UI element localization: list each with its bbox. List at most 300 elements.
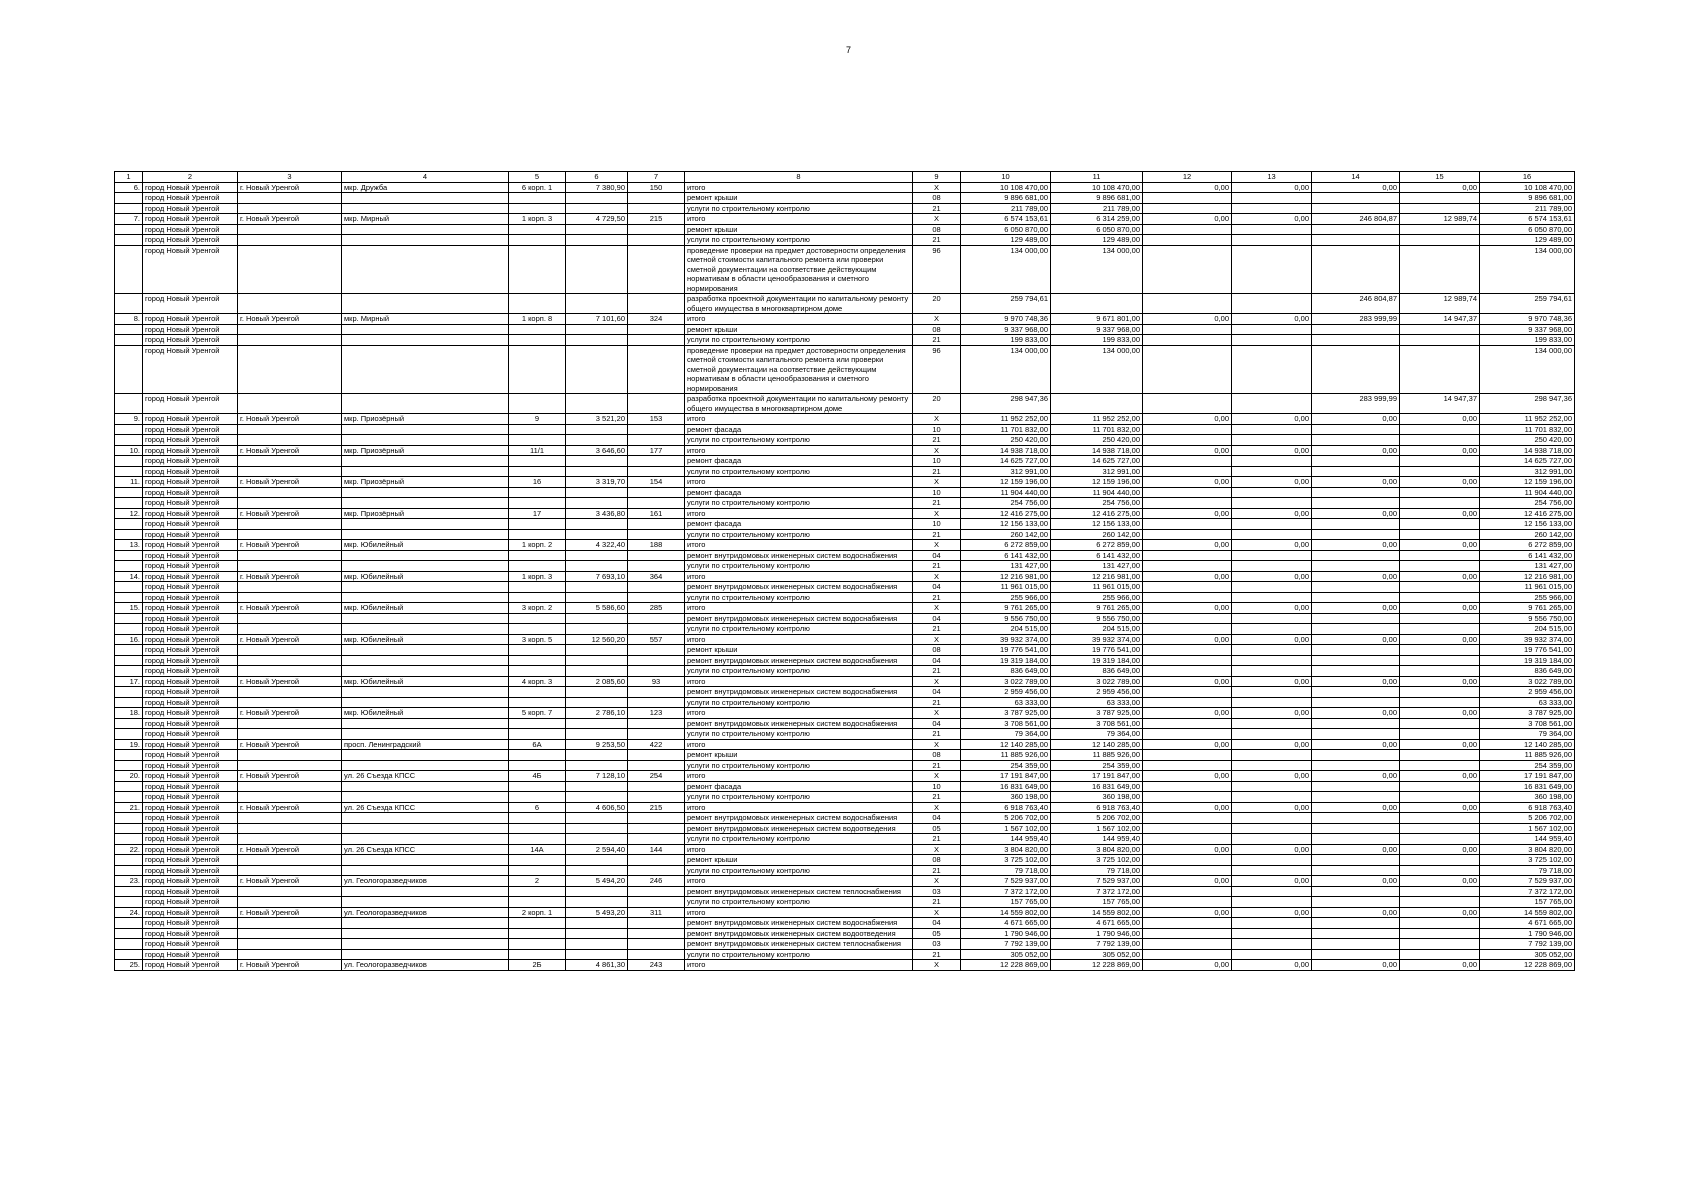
row-number-cell: 10. bbox=[115, 445, 143, 456]
fund-cost-cell: 16 831 649,00 bbox=[1051, 781, 1143, 792]
work-code-cell: 05 bbox=[913, 823, 961, 834]
residents-cell bbox=[628, 324, 685, 335]
other-funds-cell bbox=[1400, 697, 1480, 708]
street-cell bbox=[342, 235, 509, 246]
house-number-cell: 16 bbox=[509, 477, 566, 488]
other-funds-cell: 0,00 bbox=[1400, 771, 1480, 782]
budget-regional-cell bbox=[1143, 865, 1232, 876]
work-type-cell: итого bbox=[685, 876, 913, 887]
budget-local-cell bbox=[1232, 687, 1312, 698]
area-cell: 7 693,10 bbox=[566, 571, 628, 582]
other-funds-cell: 0,00 bbox=[1400, 445, 1480, 456]
municipality-cell: город Новый Уренгой bbox=[143, 571, 238, 582]
work-code-cell: X bbox=[913, 214, 961, 225]
settlement-cell bbox=[238, 918, 342, 929]
municipality-cell: город Новый Уренгой bbox=[143, 655, 238, 666]
fund-cost-cell: 79 718,00 bbox=[1051, 865, 1143, 876]
table-row bbox=[115, 203, 1575, 214]
budget-local-cell: 0,00 bbox=[1232, 634, 1312, 645]
owner-funds-cell: 246 804,87 bbox=[1312, 214, 1400, 225]
settlement-cell bbox=[238, 645, 342, 656]
fund-cost-cell: 12 216 981,00 bbox=[1051, 571, 1143, 582]
budget-regional-cell bbox=[1143, 687, 1232, 698]
street-cell: ул. Геологоразведчиков bbox=[342, 876, 509, 887]
settlement-cell bbox=[238, 729, 342, 740]
work-code-cell: 04 bbox=[913, 918, 961, 929]
municipality-cell: город Новый Уренгой bbox=[143, 613, 238, 624]
house-number-cell bbox=[509, 561, 566, 572]
work-type-cell: ремонт фасада bbox=[685, 456, 913, 467]
work-type-cell: услуги по строительному контролю bbox=[685, 949, 913, 960]
residents-cell bbox=[628, 550, 685, 561]
area-cell: 9 253,50 bbox=[566, 739, 628, 750]
work-type-cell: итого bbox=[685, 802, 913, 813]
column-number-13: 13 bbox=[1232, 172, 1312, 183]
budget-local-cell bbox=[1232, 561, 1312, 572]
residents-cell bbox=[628, 834, 685, 845]
row-number-cell bbox=[115, 487, 143, 498]
total-cost-cell: 39 932 374,00 bbox=[961, 634, 1051, 645]
municipality-cell: город Новый Уренгой bbox=[143, 907, 238, 918]
owner-funds-cell bbox=[1312, 939, 1400, 950]
work-type-cell: услуги по строительному контролю bbox=[685, 435, 913, 446]
table-row bbox=[115, 335, 1575, 346]
municipality-cell: город Новый Уренгой bbox=[143, 708, 238, 719]
municipality-cell: город Новый Уренгой bbox=[143, 345, 238, 394]
owner-funds-cell bbox=[1312, 834, 1400, 845]
municipality-cell: город Новый Уренгой bbox=[143, 739, 238, 750]
settlement-cell: г. Новый Уренгой bbox=[238, 508, 342, 519]
row-number-cell bbox=[115, 561, 143, 572]
area-cell bbox=[566, 203, 628, 214]
budget-regional-cell bbox=[1143, 666, 1232, 677]
municipality-cell: город Новый Уренгой bbox=[143, 529, 238, 540]
row-number-cell: 21. bbox=[115, 802, 143, 813]
municipality-cell: город Новый Уренгой bbox=[143, 918, 238, 929]
work-type-cell: услуги по строительному контролю bbox=[685, 335, 913, 346]
grand-total-cell: 1 790 946,00 bbox=[1480, 928, 1575, 939]
work-type-cell: ремонт внутридомовых инженерных систем водоснабжения bbox=[685, 918, 913, 929]
house-number-cell bbox=[509, 834, 566, 845]
budget-local-cell bbox=[1232, 813, 1312, 824]
column-number-16: 16 bbox=[1480, 172, 1575, 183]
row-number-cell bbox=[115, 865, 143, 876]
area-cell: 4 861,30 bbox=[566, 960, 628, 971]
budget-regional-cell: 0,00 bbox=[1143, 802, 1232, 813]
budget-regional-cell bbox=[1143, 235, 1232, 246]
owner-funds-cell: 0,00 bbox=[1312, 960, 1400, 971]
grand-total-cell: 5 206 702,00 bbox=[1480, 813, 1575, 824]
table-row bbox=[115, 466, 1575, 477]
fund-cost-cell: 6 314 259,00 bbox=[1051, 214, 1143, 225]
work-type-cell: услуги по строительному контролю bbox=[685, 235, 913, 246]
residents-cell: 177 bbox=[628, 445, 685, 456]
settlement-cell bbox=[238, 897, 342, 908]
budget-regional-cell: 0,00 bbox=[1143, 477, 1232, 488]
table-row bbox=[115, 897, 1575, 908]
budget-regional-cell bbox=[1143, 435, 1232, 446]
work-code-cell: 21 bbox=[913, 203, 961, 214]
budget-local-cell: 0,00 bbox=[1232, 603, 1312, 614]
column-number-15: 15 bbox=[1400, 172, 1480, 183]
total-cost-cell: 4 671 665,00 bbox=[961, 918, 1051, 929]
street-cell bbox=[342, 324, 509, 335]
work-type-cell: ремонт фасада bbox=[685, 424, 913, 435]
total-cost-cell: 11 701 832,00 bbox=[961, 424, 1051, 435]
table-row bbox=[115, 214, 1575, 225]
work-code-cell: X bbox=[913, 414, 961, 425]
work-code-cell: X bbox=[913, 907, 961, 918]
residents-cell bbox=[628, 498, 685, 509]
grand-total-cell: 6 574 153,61 bbox=[1480, 214, 1575, 225]
house-number-cell bbox=[509, 750, 566, 761]
total-cost-cell: 144 959,40 bbox=[961, 834, 1051, 845]
work-code-cell: 04 bbox=[913, 550, 961, 561]
total-cost-cell: 255 966,00 bbox=[961, 592, 1051, 603]
owner-funds-cell: 0,00 bbox=[1312, 907, 1400, 918]
municipality-cell: город Новый Уренгой bbox=[143, 456, 238, 467]
street-cell bbox=[342, 918, 509, 929]
work-code-cell: 10 bbox=[913, 456, 961, 467]
work-code-cell: 10 bbox=[913, 487, 961, 498]
row-number-cell bbox=[115, 697, 143, 708]
grand-total-cell: 254 359,00 bbox=[1480, 760, 1575, 771]
budget-regional-cell bbox=[1143, 760, 1232, 771]
other-funds-cell: 0,00 bbox=[1400, 508, 1480, 519]
fund-cost-cell: 3 022 789,00 bbox=[1051, 676, 1143, 687]
other-funds-cell bbox=[1400, 939, 1480, 950]
other-funds-cell bbox=[1400, 324, 1480, 335]
budget-regional-cell: 0,00 bbox=[1143, 571, 1232, 582]
row-number-cell bbox=[115, 498, 143, 509]
area-cell: 3 436,80 bbox=[566, 508, 628, 519]
other-funds-cell bbox=[1400, 592, 1480, 603]
fund-cost-cell: 7 372 172,00 bbox=[1051, 886, 1143, 897]
owner-funds-cell bbox=[1312, 687, 1400, 698]
municipality-cell: город Новый Уренгой bbox=[143, 792, 238, 803]
fund-cost-cell: 134 000,00 bbox=[1051, 345, 1143, 394]
fund-cost-cell: 17 191 847,00 bbox=[1051, 771, 1143, 782]
budget-local-cell bbox=[1232, 697, 1312, 708]
row-number-cell bbox=[115, 424, 143, 435]
area-cell bbox=[566, 394, 628, 414]
owner-funds-cell bbox=[1312, 750, 1400, 761]
budget-local-cell bbox=[1232, 666, 1312, 677]
residents-cell bbox=[628, 823, 685, 834]
owner-funds-cell bbox=[1312, 424, 1400, 435]
area-cell bbox=[566, 435, 628, 446]
work-code-cell: 21 bbox=[913, 897, 961, 908]
work-code-cell: 21 bbox=[913, 729, 961, 740]
work-code-cell: X bbox=[913, 771, 961, 782]
total-cost-cell: 14 625 727,00 bbox=[961, 456, 1051, 467]
budget-local-cell: 0,00 bbox=[1232, 571, 1312, 582]
other-funds-cell: 0,00 bbox=[1400, 540, 1480, 551]
owner-funds-cell bbox=[1312, 345, 1400, 394]
grand-total-cell: 134 000,00 bbox=[1480, 245, 1575, 294]
work-type-cell: услуги по строительному контролю bbox=[685, 592, 913, 603]
table-row bbox=[115, 676, 1575, 687]
table-row bbox=[115, 729, 1575, 740]
budget-local-cell bbox=[1232, 655, 1312, 666]
residents-cell bbox=[628, 792, 685, 803]
owner-funds-cell bbox=[1312, 224, 1400, 235]
settlement-cell: г. Новый Уренгой bbox=[238, 571, 342, 582]
owner-funds-cell: 0,00 bbox=[1312, 876, 1400, 887]
area-cell bbox=[566, 624, 628, 635]
total-cost-cell: 129 489,00 bbox=[961, 235, 1051, 246]
total-cost-cell: 312 991,00 bbox=[961, 466, 1051, 477]
work-type-cell: ремонт крыши bbox=[685, 855, 913, 866]
house-number-cell bbox=[509, 456, 566, 467]
house-number-cell bbox=[509, 760, 566, 771]
grand-total-cell: 79 718,00 bbox=[1480, 865, 1575, 876]
table-row bbox=[115, 571, 1575, 582]
fund-cost-cell: 2 959 456,00 bbox=[1051, 687, 1143, 698]
grand-total-cell: 11 961 015,00 bbox=[1480, 582, 1575, 593]
municipality-cell: город Новый Уренгой bbox=[143, 886, 238, 897]
fund-cost-cell: 254 359,00 bbox=[1051, 760, 1143, 771]
area-cell: 2 085,60 bbox=[566, 676, 628, 687]
residents-cell bbox=[628, 424, 685, 435]
residents-cell: 285 bbox=[628, 603, 685, 614]
house-number-cell bbox=[509, 813, 566, 824]
area-cell: 3 319,70 bbox=[566, 477, 628, 488]
settlement-cell bbox=[238, 781, 342, 792]
other-funds-cell bbox=[1400, 886, 1480, 897]
grand-total-cell: 2 959 456,00 bbox=[1480, 687, 1575, 698]
grand-total-cell: 14 625 727,00 bbox=[1480, 456, 1575, 467]
fund-cost-cell: 12 416 275,00 bbox=[1051, 508, 1143, 519]
street-cell bbox=[342, 813, 509, 824]
budget-local-cell bbox=[1232, 750, 1312, 761]
total-cost-cell: 157 765,00 bbox=[961, 897, 1051, 908]
street-cell bbox=[342, 550, 509, 561]
budget-regional-cell bbox=[1143, 529, 1232, 540]
table-row bbox=[115, 435, 1575, 446]
area-cell bbox=[566, 949, 628, 960]
row-number-cell: 11. bbox=[115, 477, 143, 488]
total-cost-cell: 19 776 541,00 bbox=[961, 645, 1051, 656]
settlement-cell: г. Новый Уренгой bbox=[238, 802, 342, 813]
work-type-cell: ремонт внутридомовых инженерных систем теплоснабжения bbox=[685, 939, 913, 950]
work-code-cell: X bbox=[913, 603, 961, 614]
total-cost-cell: 6 141 432,00 bbox=[961, 550, 1051, 561]
area-cell: 7 101,60 bbox=[566, 314, 628, 325]
work-code-cell: 08 bbox=[913, 645, 961, 656]
house-number-cell bbox=[509, 855, 566, 866]
page-number: 7 bbox=[845, 45, 851, 55]
work-code-cell: 21 bbox=[913, 666, 961, 677]
row-number-cell: 24. bbox=[115, 907, 143, 918]
work-type-cell: ремонт внутридомовых инженерных систем водоотведения bbox=[685, 928, 913, 939]
house-number-cell: 9 bbox=[509, 414, 566, 425]
other-funds-cell: 0,00 bbox=[1400, 634, 1480, 645]
municipality-cell: город Новый Уренгой bbox=[143, 771, 238, 782]
settlement-cell: г. Новый Уренгой bbox=[238, 414, 342, 425]
budget-local-cell: 0,00 bbox=[1232, 477, 1312, 488]
owner-funds-cell: 0,00 bbox=[1312, 182, 1400, 193]
column-number-3: 3 bbox=[238, 172, 342, 183]
work-type-cell: проведение проверки на предмет достоверности определения сметной стоимости капитального ремонта или проверки сметной документации на соответствие действующим нормативам в области ценообразования и сметного нормирования bbox=[685, 245, 913, 294]
budget-regional-cell bbox=[1143, 519, 1232, 530]
fund-cost-cell: 6 918 763,40 bbox=[1051, 802, 1143, 813]
row-number-cell bbox=[115, 224, 143, 235]
street-cell: мкр. Юбилейный bbox=[342, 603, 509, 614]
other-funds-cell bbox=[1400, 424, 1480, 435]
settlement-cell bbox=[238, 592, 342, 603]
budget-local-cell bbox=[1232, 498, 1312, 509]
house-number-cell: 2Б bbox=[509, 960, 566, 971]
row-number-cell bbox=[115, 613, 143, 624]
row-number-cell bbox=[115, 193, 143, 204]
total-cost-cell: 9 556 750,00 bbox=[961, 613, 1051, 624]
row-number-cell: 8. bbox=[115, 314, 143, 325]
budget-regional-cell: 0,00 bbox=[1143, 445, 1232, 456]
residents-cell: 215 bbox=[628, 214, 685, 225]
work-code-cell: 21 bbox=[913, 697, 961, 708]
residents-cell bbox=[628, 855, 685, 866]
work-code-cell: 21 bbox=[913, 592, 961, 603]
work-type-cell: услуги по строительному контролю bbox=[685, 529, 913, 540]
table-body bbox=[115, 172, 1575, 971]
area-cell: 12 560,20 bbox=[566, 634, 628, 645]
grand-total-cell: 305 052,00 bbox=[1480, 949, 1575, 960]
settlement-cell bbox=[238, 687, 342, 698]
budget-local-cell bbox=[1232, 918, 1312, 929]
budget-local-cell bbox=[1232, 335, 1312, 346]
row-number-cell: 23. bbox=[115, 876, 143, 887]
budget-regional-cell bbox=[1143, 561, 1232, 572]
municipality-cell: город Новый Уренгой bbox=[143, 823, 238, 834]
total-cost-cell: 360 198,00 bbox=[961, 792, 1051, 803]
budget-local-cell: 0,00 bbox=[1232, 960, 1312, 971]
owner-funds-cell: 0,00 bbox=[1312, 708, 1400, 719]
grand-total-cell: 9 970 748,36 bbox=[1480, 314, 1575, 325]
work-code-cell: 96 bbox=[913, 245, 961, 294]
street-cell bbox=[342, 834, 509, 845]
municipality-cell: город Новый Уренгой bbox=[143, 802, 238, 813]
fund-cost-cell: 9 671 801,00 bbox=[1051, 314, 1143, 325]
street-cell: ул. 26 Съезда КПСС bbox=[342, 844, 509, 855]
table-row bbox=[115, 182, 1575, 193]
fund-cost-cell: 5 206 702,00 bbox=[1051, 813, 1143, 824]
settlement-cell bbox=[238, 466, 342, 477]
street-cell bbox=[342, 865, 509, 876]
work-type-cell: итого bbox=[685, 182, 913, 193]
area-cell bbox=[566, 498, 628, 509]
budget-local-cell bbox=[1232, 624, 1312, 635]
other-funds-cell bbox=[1400, 235, 1480, 246]
table-row bbox=[115, 314, 1575, 325]
table-row bbox=[115, 781, 1575, 792]
other-funds-cell bbox=[1400, 245, 1480, 294]
budget-regional-cell bbox=[1143, 245, 1232, 294]
owner-funds-cell bbox=[1312, 529, 1400, 540]
residents-cell bbox=[628, 335, 685, 346]
budget-local-cell: 0,00 bbox=[1232, 844, 1312, 855]
fund-cost-cell: 19 776 541,00 bbox=[1051, 645, 1143, 656]
street-cell bbox=[342, 750, 509, 761]
owner-funds-cell bbox=[1312, 760, 1400, 771]
table-row bbox=[115, 550, 1575, 561]
grand-total-cell: 11 904 440,00 bbox=[1480, 487, 1575, 498]
budget-regional-cell bbox=[1143, 823, 1232, 834]
area-cell bbox=[566, 823, 628, 834]
house-number-cell bbox=[509, 655, 566, 666]
house-number-cell: 1 корп. 8 bbox=[509, 314, 566, 325]
budget-local-cell bbox=[1232, 928, 1312, 939]
other-funds-cell bbox=[1400, 466, 1480, 477]
municipality-cell: город Новый Уренгой bbox=[143, 203, 238, 214]
total-cost-cell: 134 000,00 bbox=[961, 245, 1051, 294]
area-cell bbox=[566, 613, 628, 624]
area-cell bbox=[566, 666, 628, 677]
settlement-cell bbox=[238, 697, 342, 708]
street-cell bbox=[342, 456, 509, 467]
fund-cost-cell: 9 556 750,00 bbox=[1051, 613, 1143, 624]
work-type-cell: разработка проектной документации по капитальному ремонту общего имущества в многоквартирном доме bbox=[685, 294, 913, 314]
table-row bbox=[115, 886, 1575, 897]
residents-cell: 215 bbox=[628, 802, 685, 813]
work-type-cell: ремонт внутридомовых инженерных систем теплоснабжения bbox=[685, 886, 913, 897]
budget-regional-cell bbox=[1143, 345, 1232, 394]
budget-regional-cell bbox=[1143, 928, 1232, 939]
owner-funds-cell bbox=[1312, 582, 1400, 593]
table-row bbox=[115, 613, 1575, 624]
owner-funds-cell: 0,00 bbox=[1312, 771, 1400, 782]
budget-regional-cell bbox=[1143, 203, 1232, 214]
total-cost-cell: 9 896 681,00 bbox=[961, 193, 1051, 204]
table-row bbox=[115, 245, 1575, 294]
area-cell bbox=[566, 529, 628, 540]
budget-local-cell bbox=[1232, 456, 1312, 467]
municipality-cell: город Новый Уренгой bbox=[143, 335, 238, 346]
street-cell bbox=[342, 519, 509, 530]
fund-cost-cell: 12 228 869,00 bbox=[1051, 960, 1143, 971]
owner-funds-cell: 0,00 bbox=[1312, 445, 1400, 456]
row-number-cell bbox=[115, 834, 143, 845]
table-row bbox=[115, 876, 1575, 887]
owner-funds-cell bbox=[1312, 235, 1400, 246]
residents-cell: 557 bbox=[628, 634, 685, 645]
residents-cell bbox=[628, 561, 685, 572]
municipality-cell: город Новый Уренгой bbox=[143, 582, 238, 593]
other-funds-cell: 14 947,37 bbox=[1400, 314, 1480, 325]
municipality-cell: город Новый Уренгой bbox=[143, 193, 238, 204]
table-row bbox=[115, 960, 1575, 971]
fund-cost-cell: 11 904 440,00 bbox=[1051, 487, 1143, 498]
budget-local-cell bbox=[1232, 823, 1312, 834]
other-funds-cell: 0,00 bbox=[1400, 414, 1480, 425]
total-cost-cell: 17 191 847,00 bbox=[961, 771, 1051, 782]
area-cell bbox=[566, 729, 628, 740]
grand-total-cell: 12 159 196,00 bbox=[1480, 477, 1575, 488]
grand-total-cell: 12 156 133,00 bbox=[1480, 519, 1575, 530]
residents-cell bbox=[628, 466, 685, 477]
work-type-cell: услуги по строительному контролю bbox=[685, 865, 913, 876]
area-cell bbox=[566, 456, 628, 467]
budget-local-cell bbox=[1232, 865, 1312, 876]
owner-funds-cell bbox=[1312, 203, 1400, 214]
table-row bbox=[115, 760, 1575, 771]
work-code-cell: 03 bbox=[913, 886, 961, 897]
house-number-cell bbox=[509, 582, 566, 593]
house-number-cell bbox=[509, 687, 566, 698]
settlement-cell bbox=[238, 655, 342, 666]
row-number-cell bbox=[115, 718, 143, 729]
owner-funds-cell: 283 999,99 bbox=[1312, 394, 1400, 414]
